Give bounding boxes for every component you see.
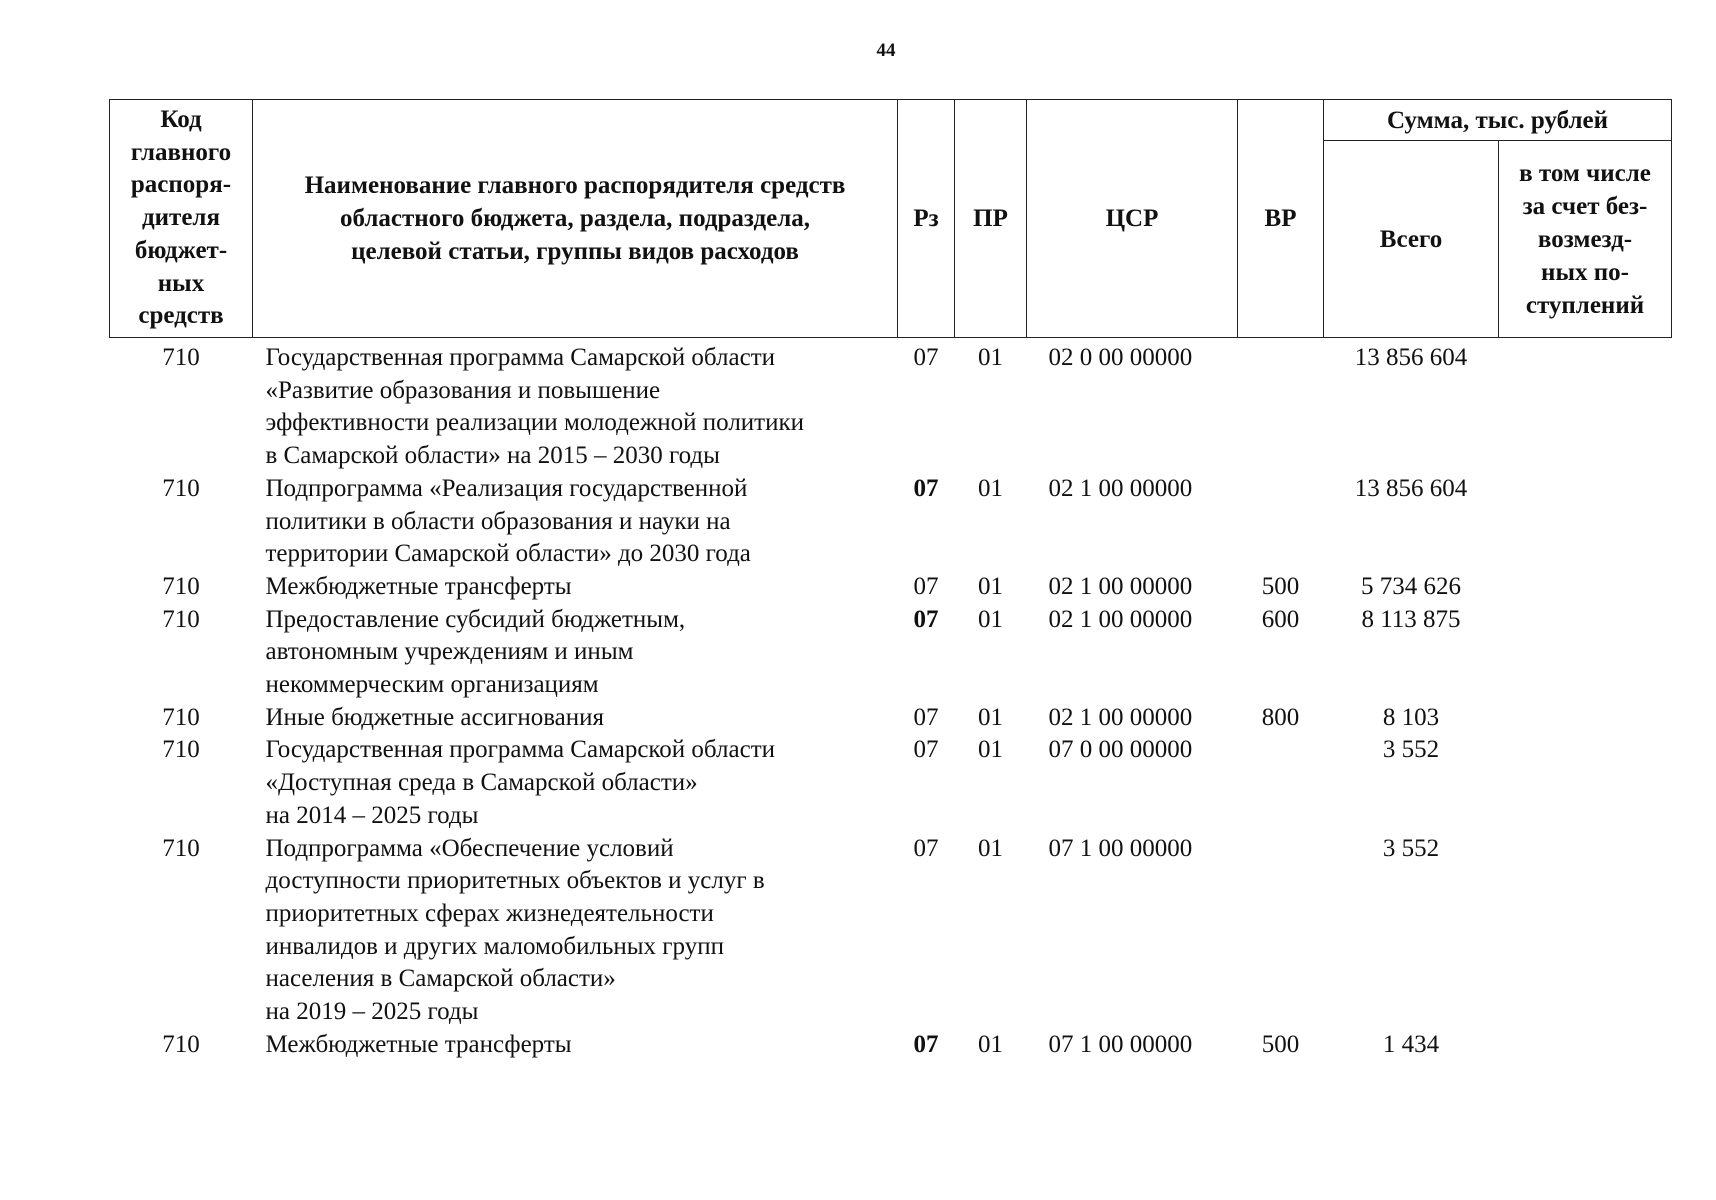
header-gratuitous: в том числе за счет без- возмезд- ных по- ступлений xyxy=(1499,141,1672,338)
cell-total: 13 856 604 xyxy=(1354,474,1468,502)
cell-vr: 500 xyxy=(1261,1030,1300,1058)
cell-vr xyxy=(1238,338,1324,473)
cell-total: 3 552 xyxy=(1382,834,1440,862)
cell-csr: 02 1 00 00000 xyxy=(1048,474,1193,502)
cell-name: Государственная программа Самарской области «Доступная среда в Самарской области» на 2014 – 2025 годы xyxy=(265,736,775,829)
header-pr: ПР xyxy=(955,100,1027,338)
cell-pr: 01 xyxy=(978,474,1003,502)
cell-pr: 01 xyxy=(978,736,1003,764)
header-code: Код главного распоря- дителя бюджет- ных средств xyxy=(110,100,253,338)
table-row xyxy=(110,473,1672,571)
cell-rz: 07 xyxy=(913,344,939,371)
table-row xyxy=(110,833,1672,1029)
cell-gratuitous xyxy=(1499,473,1672,571)
cell-code: 710 xyxy=(162,605,200,633)
cell-pr: 01 xyxy=(978,1030,1003,1058)
cell-vr: 600 xyxy=(1261,605,1300,633)
cell-name: Предоставление субсидий бюджетным, автономным учреждениям и иным некоммерческим организациям xyxy=(265,605,686,699)
table-body xyxy=(110,338,1672,1062)
cell-code: 710 xyxy=(162,1030,200,1058)
cell-rz: 07 xyxy=(913,605,939,633)
cell-gratuitous xyxy=(1499,604,1672,702)
cell-pr: 01 xyxy=(978,344,1003,371)
header-vr: ВР xyxy=(1238,100,1324,338)
cell-code: 710 xyxy=(162,834,200,862)
table-row xyxy=(110,604,1672,702)
cell-name: Иные бюджетные ассигнования xyxy=(265,703,605,731)
cell-csr: 07 1 00 00000 xyxy=(1048,834,1193,862)
cell-total: 1 434 xyxy=(1382,1030,1440,1058)
cell-rz: 07 xyxy=(913,736,939,764)
cell-vr: 500 xyxy=(1261,572,1300,600)
cell-total: 8 103 xyxy=(1382,703,1440,731)
cell-name: Подпрограмма «Обеспечение условий доступности приоритетных объектов и услуг в приоритетных сферах жизнедеятельности инвалидов и других маломобильных групп населения в Самарской области» на 2019 – 2025 годы xyxy=(265,834,765,1026)
cell-vr xyxy=(1238,473,1324,571)
table-row xyxy=(110,571,1672,604)
cell-total: 13 856 604 xyxy=(1354,344,1468,371)
cell-code: 710 xyxy=(162,703,200,731)
page-number: 44 xyxy=(876,40,896,61)
cell-gratuitous xyxy=(1499,338,1672,473)
header-total: Всего xyxy=(1324,141,1499,338)
cell-gratuitous xyxy=(1499,571,1672,604)
cell-code: 710 xyxy=(162,344,200,371)
header-csr: ЦСР xyxy=(1027,100,1238,338)
cell-rz: 07 xyxy=(913,474,939,502)
cell-gratuitous xyxy=(1499,734,1672,832)
cell-vr xyxy=(1238,833,1324,1029)
cell-code: 710 xyxy=(162,474,200,502)
cell-rz: 07 xyxy=(913,1030,939,1058)
header-name: Наименование главного распорядителя средств областного бюджета, раздела, подраздела, целевой статьи, группы видов расходов xyxy=(253,100,898,338)
cell-rz: 07 xyxy=(913,703,939,731)
budget-table xyxy=(109,99,1672,1061)
cell-csr: 02 1 00 00000 xyxy=(1048,572,1193,600)
cell-pr: 01 xyxy=(978,605,1003,633)
cell-name: Межбюджетные трансферты xyxy=(265,572,572,600)
cell-code: 710 xyxy=(162,736,200,764)
cell-pr: 01 xyxy=(978,834,1003,862)
cell-code: 710 xyxy=(162,572,200,600)
cell-pr: 01 xyxy=(978,703,1003,731)
cell-vr: 800 xyxy=(1261,703,1300,731)
table-row xyxy=(110,702,1672,735)
cell-name: Подпрограмма «Реализация государственной политики в области образования и науки на территории Самарской области» до 2030 года xyxy=(265,474,751,568)
cell-csr: 07 1 00 00000 xyxy=(1048,1030,1193,1058)
table-row xyxy=(110,338,1672,473)
header-rz: Рз xyxy=(898,100,955,338)
cell-total: 3 552 xyxy=(1382,736,1440,764)
table-header xyxy=(110,100,1672,338)
cell-csr: 02 1 00 00000 xyxy=(1048,605,1193,633)
cell-gratuitous xyxy=(1499,833,1672,1029)
cell-rz: 07 xyxy=(913,834,939,862)
cell-csr: 02 1 00 00000 xyxy=(1048,703,1193,731)
cell-vr xyxy=(1238,734,1324,832)
cell-total: 8 113 875 xyxy=(1361,605,1461,633)
cell-csr: 07 0 00 00000 xyxy=(1048,736,1193,764)
cell-csr: 02 0 00 00000 xyxy=(1048,344,1193,371)
table-row xyxy=(110,1029,1672,1062)
table-row xyxy=(110,734,1672,832)
cell-pr: 01 xyxy=(978,572,1003,600)
cell-rz: 07 xyxy=(913,572,939,600)
header-sum: Сумма, тыс. рублей xyxy=(1324,100,1672,141)
cell-name: Государственная программа Самарской области «Развитие образования и повышение эффективности реализации молодежной политики в Самарской области» на 2015 – 2030 годы xyxy=(265,344,805,470)
cell-name: Межбюджетные трансферты xyxy=(265,1030,572,1058)
cell-total: 5 734 626 xyxy=(1361,572,1461,600)
cell-gratuitous xyxy=(1499,702,1672,735)
cell-gratuitous xyxy=(1499,1029,1672,1062)
